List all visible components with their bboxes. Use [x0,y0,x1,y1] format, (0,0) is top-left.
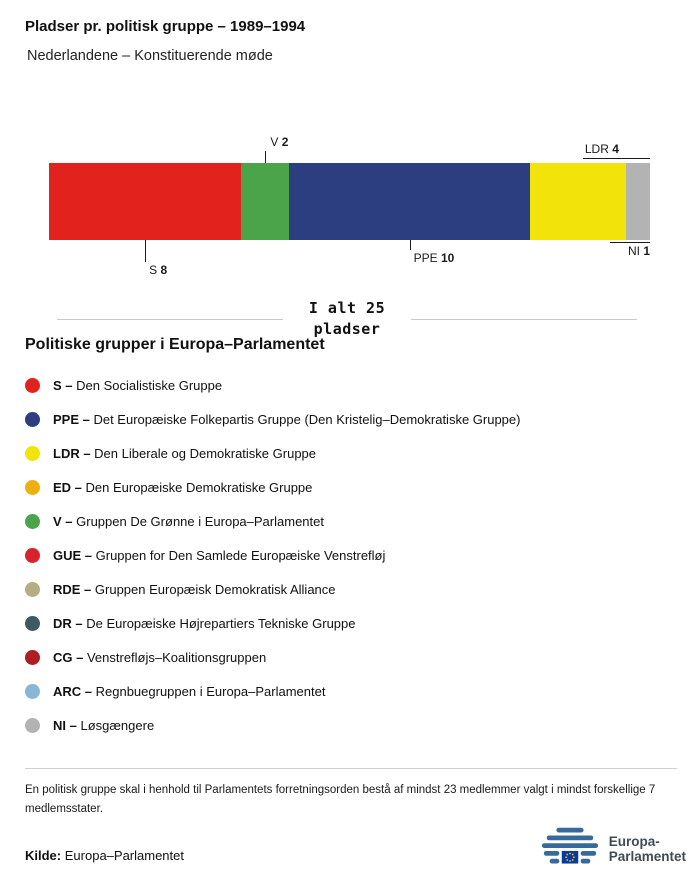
bar-segment-ni [626,163,650,240]
divider-right [411,319,637,320]
legend-color-dot [25,480,40,495]
legend-item-label: CG – Venstrefløjs–Koalitionsgruppen [53,649,267,665]
legend-color-dot [25,514,40,529]
footer-bottom-row [25,826,686,872]
stacked-bar [49,163,650,240]
legend-color-dot [25,446,40,461]
legend-item-label: S – Den Socialistiske Gruppe [53,377,223,393]
european-parliament-logo [539,826,686,872]
legend-heading: Politiske grupper i Europa–Parlamentet [25,336,325,353]
legend-color-dot [25,548,40,563]
legend-color-dot [25,582,40,597]
source-value: Europa–Parlamentet [64,848,184,863]
bar-annotation-line-s [145,240,146,262]
footnote-block [25,768,677,819]
bar-segment-ldr [530,163,626,240]
bar-annotation-line-v [265,151,266,163]
legend-list [25,368,680,742]
legend-item-label: V – Gruppen De Grønne i Europa–Parlamentet [53,513,324,529]
source-line [25,848,184,863]
legend-item-label: RDE – Gruppen Europæisk Demokratisk Alliance [53,581,336,597]
bar-annotation-line-ppe [410,240,411,250]
logo-wordmark [609,834,686,864]
bar-label-ppe: PPE 10 [413,251,455,265]
legend-item-label: LDR – Den Liberale og Demokratiske Gruppe [53,445,317,461]
bar-segment-v [241,163,289,240]
legend-item-label: DR – De Europæiske Højrepartiers Tekniske Gruppe [53,615,356,631]
bar-label-ldr: LDR 4 [584,142,619,156]
legend-color-dot [25,684,40,699]
legend-color-dot [25,378,40,393]
bar-label-ni: NI 1 [627,244,650,258]
legend-item-dr [25,606,680,640]
bar-annotation-line-ldr [583,158,650,159]
legend-color-dot [25,616,40,631]
legend-item-label: ARC – Regnbuegruppen i Europa–Parlamentet [53,683,326,699]
legend-item-label: PPE – Det Europæiske Folkepartis Gruppe (Den Kristelig–Demokratiske Gruppe) [53,411,521,427]
legend-item-v [25,504,680,538]
bar-label-v: V 2 [270,135,289,149]
header [25,18,305,64]
legend-item-label: GUE – Gruppen for Den Samlede Europæiske Venstrefløj [53,547,386,563]
divider-left [57,319,283,320]
bar-segment-s [49,163,241,240]
legend-item-gue [25,538,680,572]
logo-line2: Parlamentet [608,849,686,864]
legend-item-arc [25,674,680,708]
legend-color-dot [25,650,40,665]
footer-divider [25,768,677,769]
page-title: Pladser pr. politisk gruppe – 1989–1994 [25,18,306,35]
page-subtitle: Nederlandene – Konstituerende møde [27,48,273,64]
total-seats-line1: I alt 25 [308,299,386,317]
legend-item-ldr [25,436,680,470]
legend-item-label: NI – Løsgængere [53,717,155,733]
legend-item-cg [25,640,680,674]
legend-color-dot [25,412,40,427]
bar-label-s: S 8 [149,263,168,277]
seat-bar-chart [0,130,700,300]
bar-annotation-line-ni [610,242,650,243]
total-seats-line2: pladser [313,320,381,338]
total-seats-row [0,298,700,340]
legend-color-dot [25,718,40,733]
logo-line1: Europa- [608,833,660,849]
legend-item-rde [25,572,680,606]
footnote: En politisk gruppe skal i henhold til Parlamentets forretningsorden bestå af mindst 23 medlemmer valgt i mindst forskellige 7 medlemsstater. [25,784,656,815]
legend-item-ppe [25,402,680,436]
source-label: Kilde: [25,848,62,863]
bar-segment-ppe [289,163,529,240]
total-seats-label [309,298,385,340]
legend-item-ed [25,470,680,504]
legend-item-ni [25,708,680,742]
hemicycle-icon [539,826,601,872]
legend [25,336,680,742]
legend-item-s [25,368,680,402]
legend-item-label: ED – Den Europæiske Demokratiske Gruppe [53,479,313,495]
